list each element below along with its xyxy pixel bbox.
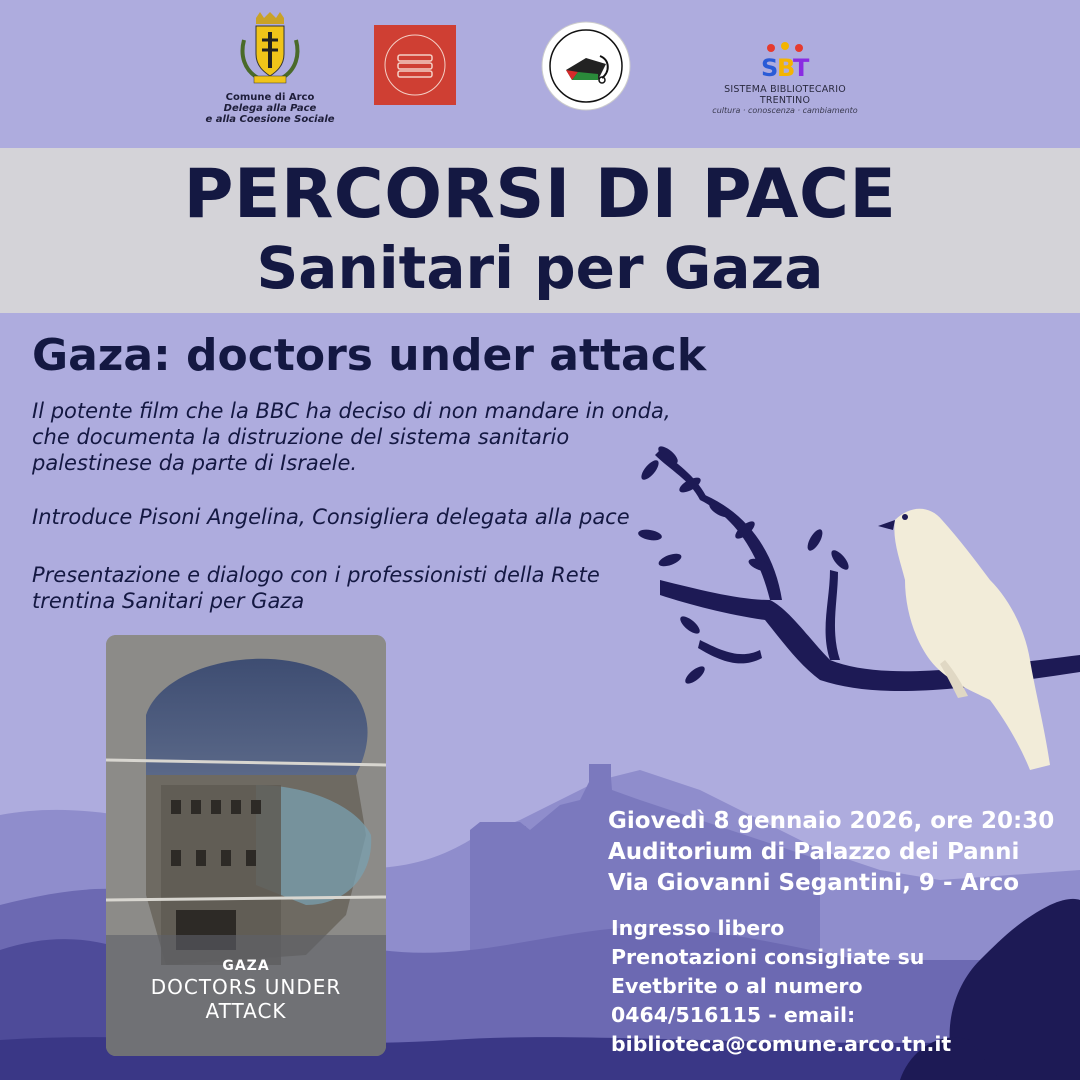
- dove-icon: [878, 509, 1050, 770]
- sbt-name: SISTEMA BIBLIOTECARIO TRENTINO: [724, 84, 846, 106]
- svg-text:T: T: [793, 54, 810, 80]
- comune-arco-logo: [205, 10, 335, 125]
- books-icon: [374, 25, 456, 105]
- booking-platform: Evetbrite o al numero: [611, 974, 863, 998]
- coat-of-arms-icon: [238, 10, 302, 88]
- sistema-bibliotecario-logo: [705, 40, 865, 115]
- free-entry: Ingresso libero: [611, 916, 785, 940]
- sbt-tagline: cultura · conoscenza · cambiamento: [712, 106, 858, 115]
- svg-text:S: S: [761, 54, 779, 80]
- booking-phone: 0464/516115 - email:: [611, 1003, 856, 1027]
- presentation-text: Presentazione e dialogo con i professionisti della Rete trentina Sanitari per Gaza: [32, 563, 600, 613]
- arco-coesione: e alla Coesione Sociale: [205, 114, 335, 125]
- title-band: [0, 148, 1080, 313]
- main-subtitle: Sanitari per Gaza: [256, 234, 824, 302]
- arco-delega: Delega alla Pace: [223, 103, 317, 114]
- booking-info: [611, 914, 951, 1059]
- event-date: Giovedì 8 gennaio 2026, ore 20:30: [608, 808, 1055, 834]
- film-title: Gaza: doctors under attack: [32, 330, 707, 381]
- sbt-mark-icon: [755, 40, 815, 80]
- film-poster: [106, 635, 386, 1056]
- poster-attack: ATTACK: [205, 999, 287, 1023]
- intro-text: Introduce Pisoni Angelina, Consigliera delegata alla pace: [32, 505, 630, 529]
- castle-tower-right: [589, 764, 611, 804]
- event-venue: Auditorium di Palazzo dei Panni: [608, 839, 1020, 865]
- main-title: PERCORSI DI PACE: [183, 155, 897, 234]
- booking-email[interactable]: biblioteca@comune.arco.tn.it: [611, 1032, 952, 1056]
- film-description: Il potente film che la BBC ha deciso di non mandare in onda, che documenta la distruzione del sistema sanitario palestinese da parte di Israele.: [32, 399, 671, 475]
- arco-name: Comune di Arco: [225, 92, 315, 103]
- stethoscope-icon: [540, 20, 632, 112]
- biblioteca-civica-logo: [374, 25, 456, 105]
- castle-tower-left: [478, 826, 526, 896]
- sanitari-per-gaza-logo: [540, 20, 632, 112]
- booking-advice: Prenotazioni consigliate su: [611, 945, 925, 969]
- poster-doctors-under: DOCTORS UNDER: [150, 975, 342, 999]
- event-address: Via Giovanni Segantini, 9 - Arco: [608, 870, 1020, 896]
- svg-text:B: B: [777, 54, 796, 80]
- poster-gaza: GAZA: [222, 958, 270, 974]
- event-info: [608, 806, 1054, 899]
- poster-title: [106, 957, 386, 1023]
